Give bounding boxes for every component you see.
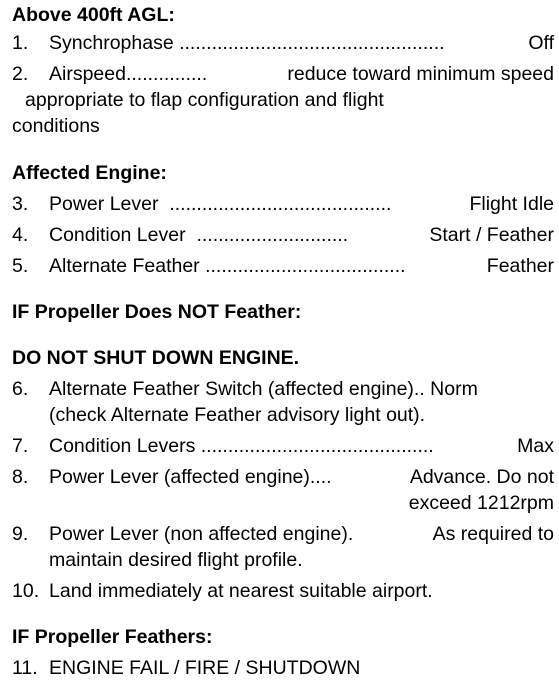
section-heading-above-400ft: Above 400ft AGL: [12,4,175,26]
step-number: 2. [12,63,29,85]
step-item-engine-fail: ENGINE FAIL / FIRE / SHUTDOWN [49,657,361,679]
step-number: 8. [12,466,29,488]
section-heading-feathers: IF Propeller Feathers: [12,626,213,648]
section-heading-affected-engine: Affected Engine: [12,162,167,184]
step-action-as-required: As required to [432,523,554,545]
step-number: 11. [12,657,38,679]
leader-dots: ............... [125,63,208,85]
step-number: 7. [12,435,29,457]
step-number: 4. [12,224,29,246]
warning-do-not-shut-down: DO NOT SHUT DOWN ENGINE. [12,347,300,369]
leader-dots: ..................................... [205,255,406,277]
step-number: 9. [12,523,29,545]
step-action-flight-idle: Flight Idle [469,193,554,215]
step-item-airspeed: Airspeed............... [49,63,208,85]
step-item-synchrophase: Synchrophase ................................................. [49,32,445,54]
step-item-condition-levers: Condition Levers ........................................... [49,435,434,457]
step-number: 5. [12,255,29,277]
step-action-advance: Advance. Do not [409,466,554,488]
step-item-alt-feather-switch: Alternate Feather Switch (affected engine).. Norm [49,378,478,400]
step-item-power-lever-non-affected: Power Lever (non affected engine). [49,523,354,545]
step-continuation: conditions [12,115,100,137]
step-item-alternate-feather: Alternate Feather ..................................... [49,255,406,277]
step-item-condition-lever: Condition Lever ............................ [49,224,349,246]
step-continuation: maintain desired flight profile. [49,549,303,571]
step-number: 3. [12,193,29,215]
step-action-reduce-speed: reduce toward minimum speed [287,63,554,85]
step-number: 6. [12,378,29,400]
step-continuation: (check Alternate Feather advisory light out). [49,404,426,426]
step-action-off: Off [528,32,554,54]
step-item-power-lever: Power Lever ......................................... [49,193,392,215]
section-heading-not-feather: IF Propeller Does NOT Feather: [12,301,302,323]
leader-dots: ................................................. [179,32,445,54]
step-number: 10. [12,580,40,602]
step-item-power-lever-affected: Power Lever (affected engine).... [49,466,332,488]
step-action-start-feather: Start / Feather [429,224,554,246]
leader-dots: ........................................... [200,435,434,457]
leader-dots: ............................ [196,224,349,246]
leader-dots: ......................................... [169,193,392,215]
step-continuation: exceed 1212rpm [408,492,554,514]
step-continuation: appropriate to flap configuration and flight [25,89,384,111]
step-number: 1. [12,32,29,54]
step-action-feather: Feather [486,255,554,277]
step-action-max: Max [517,435,554,457]
step-item-land-immediately: Land immediately at nearest suitable airport. [49,580,433,602]
